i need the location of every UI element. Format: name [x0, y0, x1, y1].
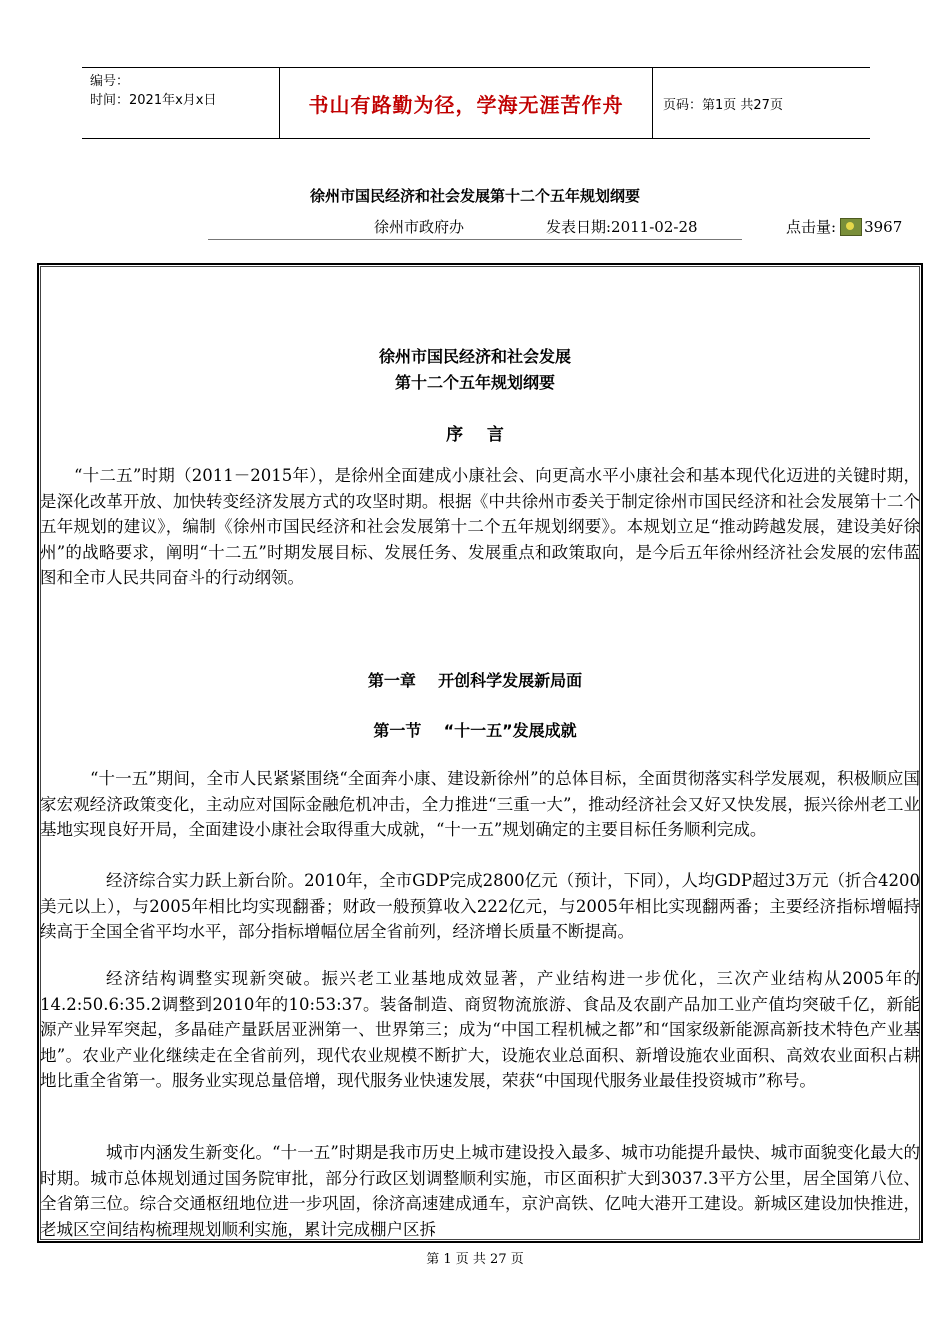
paragraph-3-body: 振兴老工业基地成效显著，产业结构进一步优化，三次产业结构从2005年的14.2:50.6:35.2调整到2010年的10:53:37。装备制造、商贸物流旅游、食品及农副产品加工业产值均突破千亿，新能源产业异军突起，多晶硅产量跃居亚洲第一、世界第三；成为“中国工程机械之都”和“国家级新能源高新技术特色产业基地”。农业产业化继续走在全省前列，现代农业规模不断扩大，设施农业总面积、新增设施农业面积、高效农业面积占耕地比重全省第一。服务业实现总量倍增，现代服务业快速发展，荣获“中国现代服务业最佳投资城市”称号。 — [40, 969, 921, 1090]
hits-label: 点击量: — [786, 218, 837, 236]
date-label: 时间：2021年x月x日 — [90, 93, 217, 108]
publisher: 徐州市政府办 — [374, 218, 465, 236]
counter-icon — [840, 218, 862, 236]
paragraph-4-body: “十一五”时期是我市历史上城市建设投入最多、城市功能提升最快、城市面貌变化最大的时期。城市总体规划通过国务院审批，部分行政区划调整顺利实施，市区面积扩大到3037.3平方公里，居全国第八位、全省第三位。综合交通枢纽地位进一步巩固，徐济高速建成通车，京沪高铁、亿吨大港开工建设。新城区建设加快推进，老城区空间结构梳理规划顺利实施，累计完成棚户区拆 — [40, 1143, 920, 1239]
paragraph-1: “十一五”期间，全市人民紧紧围绕“全面奔小康、建设新徐州”的总体目标，全面贯彻落实科学发展观，积极顺应国家宏观经济政策变化，主动应对国际金融危机冲击，全力推进“三重一大”，推动经济社会又好又快发展，振兴徐州老工业基地实现良好开局，全面建设小康社会取得重大成就，“十一五”规划确定的主要目标任务顺利完成。 — [40, 769, 920, 839]
motto: 书山有路勤为径，学海无涯苦作舟 — [280, 68, 653, 138]
document-title: 徐州市国民经济和社会发展第十二个五年规划纲要 — [309, 187, 640, 205]
paragraph-2 — [40, 868, 920, 945]
paragraph-2-body: 2010年，全市GDP完成2800亿元（预计，下同），人均GDP超过3万元（折合4200美元以上），与2005年相比均实现翻番；财政一般预算收入222亿元，与2005年相比实现翻两番；主要经济指标增幅持续高于全国全省平均水平，部分指标增幅位居全省前列，经济增长质量不断提高。 — [40, 871, 921, 941]
page-header — [82, 67, 870, 139]
content-frame — [37, 263, 923, 1243]
paragraph-3-lead: 经济结构调整实现新突破。 — [106, 969, 322, 988]
paragraph-4-lead: 城市内涵发生新变化。 — [106, 1143, 273, 1162]
paragraph-2-lead: 经济综合实力跃上新台阶。 — [106, 871, 305, 890]
paragraph-3 — [40, 966, 920, 1094]
content-heading-line1: 徐州市国民经济和社会发展 — [378, 347, 571, 366]
page-info: 页码：第1页 共27页 — [663, 97, 783, 113]
header-meta-cell — [82, 68, 280, 138]
paragraph-4 — [40, 1140, 920, 1242]
content-heading-line2: 第十二个五年规划纲要 — [394, 373, 555, 392]
number-label: 编号： — [90, 74, 130, 89]
hit-counter — [786, 216, 902, 237]
preface-paragraph: “十二五”时期（2011－2015年），是徐州全面建成小康社会、向更高水平小康社会和基本现代化迈进的关键时期，是深化改革开放、加快转变经济发展方式的攻坚时期。根据《中共徐州市委关于制定徐州市国民经济和社会发展第十二个五年规划的建议》，编制《徐州市国民经济和社会发展第十二个五年规划纲要》。本规划立足“推动跨越发展，建设美好徐州”的战略要求，阐明“十二五”时期发展目标、发展任务、发展重点和政策取向，是今后五年徐州经济社会发展的宏伟蓝图和全市人民共同奋斗的行动纲领。 — [40, 466, 920, 587]
preface-title: 序 言 — [446, 425, 504, 445]
hits-value: 3967 — [864, 217, 903, 236]
page-footer: 第 1 页 共 27 页 — [426, 1252, 524, 1267]
chapter-title: 第一章 开创科学发展新局面 — [367, 671, 583, 690]
meta-divider — [208, 239, 742, 240]
section-title: 第一节 “十一五”发展成就 — [373, 721, 577, 740]
publish-date: 发表日期:2011-02-28 — [546, 218, 698, 236]
